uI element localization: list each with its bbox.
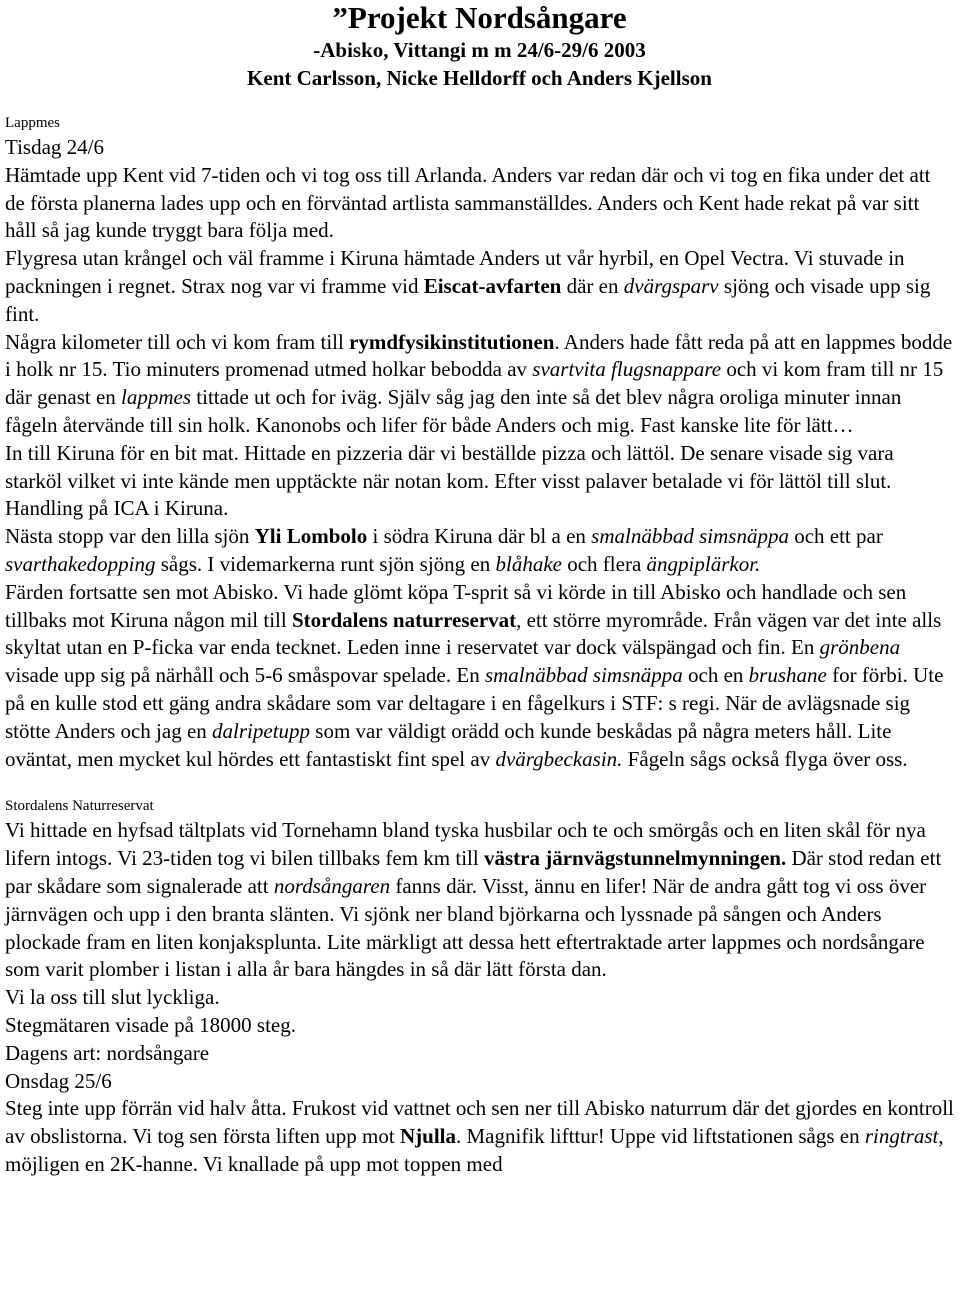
paragraph: Nästa stopp var den lilla sjön Yli Lombolo i södra Kiruna där bl a en smalnäbbad simsnäppa och ett par svarthakedopping sågs. I videmarkerna runt sjön sjöng en blåhake och flera ängpiplärkor. [5,524,883,576]
paragraph: Flygresa utan krångel och väl framme i Kiruna hämtade Anders ut vår hyrbil, en Opel Vectra. Vi stuvade in packningen i regnet. Strax nog var vi framme vid Eiscat-avfarten där en dvärgsparv sjöng och visade upp sig fint. [5,246,931,326]
species-name: ängpiplärkor. [646,551,761,576]
place-name: rymdfysikinstitutionen [349,329,555,354]
document-subtitle: -Abisko, Vittangi m m 24/6-29/6 2003 [313,38,646,62]
species-name: brushane [748,663,827,688]
paragraph: Stegmätaren visade på 18000 steg. [5,1012,297,1037]
document-title: ”Projekt Nordsångare [332,0,627,35]
species-name: smalnäbbad simsnäppa [591,524,789,549]
species-name: ringtrast [864,1124,939,1149]
species-name: dvärgbeckasin. [495,746,623,771]
place-name: Stordalens naturreservat [291,607,517,632]
species-name: dalripetupp [212,718,311,743]
species-name: svartvita flugsnappare [532,357,722,382]
species-name: svarthakedopping [5,551,156,576]
date-heading-wednesday: Onsdag 25/6 [5,1068,112,1093]
paragraph: Vi la oss till slut lyckliga. [5,985,220,1010]
species-name: grönbena [819,635,901,660]
species-name: lappmes [121,385,192,410]
paragraph: Några kilometer till och vi kom fram till rymdfysikinstitutionen. Anders hade fått reda på att en lappmes bodde i holk nr 15. Tio minuters promenad utmed holkar bebodda av svartvita flugsnappare och vi kom fram till nr 15 där genast en lappmes tittade ut och for iväg. Själv såg jag den inte så det blev några oroliga minuter innan fågeln återvände till sin holk. Kanonobs och lifer för både Anders och mig. Fast kanske lite för lätt… [5,329,953,437]
species-name: smalnäbbad simsnäppa [484,663,683,688]
section-label-stordalen: Stordalens Naturreservat [5,798,154,815]
place-name: Eiscat-avfarten [423,273,562,298]
species-name: dvärgsparv [623,273,719,298]
species-name: blåhake [495,551,562,576]
paragraph: In till Kiruna för en bit mat. Hittade en pizzeria där vi beställde pizza och lättöl. De senare visade sig vara starköl vilket vi inte kände men upptäckte när notan kom. Efter visst palaver betalade vi för lättöl till slut. Handling på ICA i Kiruna. [5,440,894,521]
place-name: Yli Lombolo [254,524,368,549]
paragraph: Hämtade upp Kent vid 7-tiden och vi tog oss till Arlanda. Anders var redan där och vi tog en fika under det att de första planerna lades upp och en förväntad artlista sammanställdes. Anders och Kent hade rekat på var sitt håll så jag kunde tryggt bara följa med. [5,162,931,243]
place-name: västra järnvägstunnelmynningen. [483,846,787,871]
paragraph: Dagens art: nordsångare [5,1040,210,1065]
date-heading-tuesday: Tisdag 24/6 [5,135,105,159]
paragraph: Färden fortsatte sen mot Abisko. Vi hade glömt köpa T-sprit så vi körde in till Abisko och handlade och sen tillbaks mot Kiruna någon mil till Stordalens naturreservat, ett större myrområde. Från vägen var det inte alls skyltat utan en P-ficka var enda tecknet. Leden inne i reservatet var dock välspängad och fin. En grönbena visade upp sig på närhåll och 5-6 småspovar spelade. En smalnäbbad simsnäppa och en brushane for förbi. Ute på en kulle stod ett gäng andra skådare som var deltagare i en fågelkurs i STF: s regi. När de avlägsnade sig stötte Anders och jag en dalripetupp som var väldigt orädd och kunde beskådas på några meters håll. Lite oväntat, men mycket kul hördes ett fantastiskt fint spel av dvärgbeckasin. Fågeln sågs också flyga över oss. [5,579,944,771]
section-label-lappmes: Lappmes [5,115,60,131]
paragraph: Vi hittade en hyfsad tältplats vid Tornehamn bland tyska husbilar och te och smörgås och en liten skål för nya lifern intogs. Vi 23-tiden tog vi bilen tillbaks fem km till västra järnvägstunnelmynningen. Där stod redan ett par skådare som signalerade att nordsångaren fanns där. Visst, ännu en lifer! När de andra gått tog vi oss över järnvägen och upp i den branta slänten. Vi sjönk ner bland björkarna och lyssnade på sången och Anders plockade fram en liten konjaksplunta. Lite märkligt att dessa hett eftertraktade arter lappmes och nordsångare som varit plomber i listan i alla år bara hängdes in så där lätt första dan. [5,818,942,982]
document-authors: Kent Carlsson, Nicke Helldorff och Anders Kjellson [247,66,712,90]
paragraph: Steg inte upp förrän vid halv åtta. Frukost vid vattnet och sen ner till Abisko naturrum där det gjordes en kontroll av obslistorna. Vi tog sen första liften upp mot Njulla. Magnifik lifttur! Uppe vid liftstationen sågs en ringtrast, möjligen en 2K-hanne. Vi knallade på upp mot toppen med [5,1096,954,1176]
place-name: Njulla [399,1124,456,1149]
species-name: nordsångaren [273,873,391,898]
